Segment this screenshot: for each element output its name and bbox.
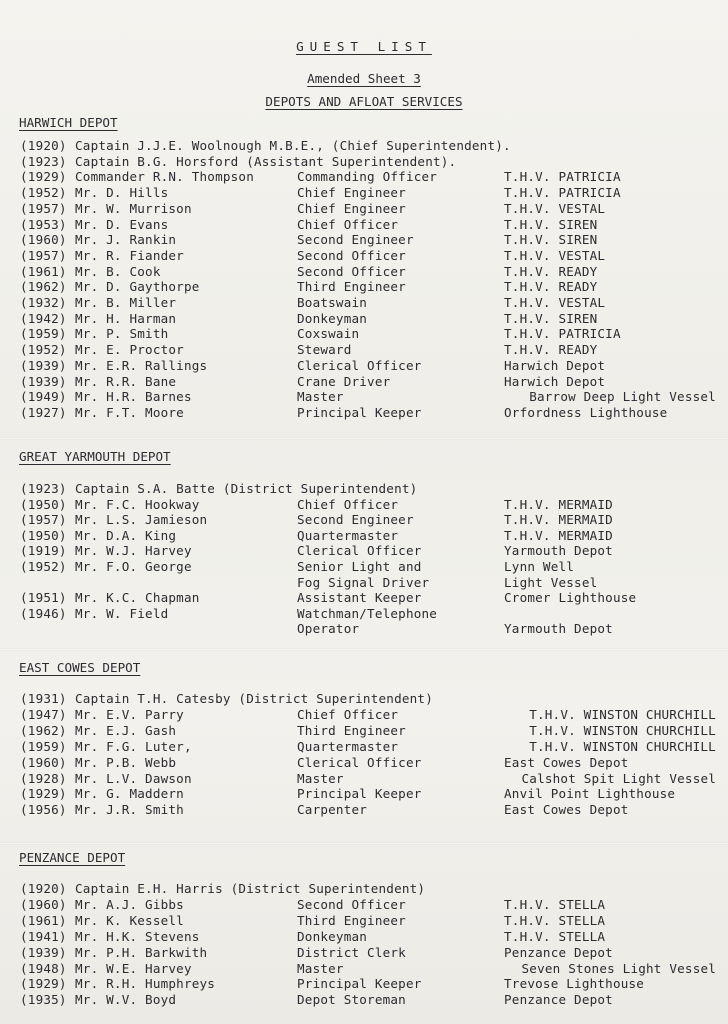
guest-year: (1957) <box>20 247 67 263</box>
guest-role: Second Officer <box>297 896 406 912</box>
guest-year: (1929) <box>20 976 67 992</box>
guest-row <box>0 755 728 770</box>
guest-name: Mr. L.S. Jamieson <box>75 512 208 528</box>
guest-row <box>0 739 728 754</box>
section-heading <box>19 850 125 865</box>
guest-name: Mr. R.H. Humphreys <box>75 976 216 992</box>
guest-location: Calshot Spit Light Vessel <box>521 770 717 786</box>
guest-row <box>0 606 728 621</box>
guest-year: (1952) <box>20 559 67 574</box>
guest-row <box>0 621 728 636</box>
guest-location: East Cowes Depot <box>504 802 629 818</box>
guest-row <box>0 154 728 169</box>
guest-row <box>0 512 728 527</box>
guest-name: Mr. A.J. Gibbs <box>75 896 184 912</box>
guest-location: T.H.V. PATRICIA <box>504 169 621 185</box>
guest-year: (1929) <box>20 786 67 802</box>
guest-row <box>0 575 728 590</box>
guest-role: Quartermaster <box>297 738 399 754</box>
guest-name: Mr. E.J. Gash <box>75 722 177 738</box>
guest-year: (1941) <box>20 928 67 944</box>
guest-name: Mr. D. Evans <box>75 216 169 232</box>
guest-row <box>0 913 728 928</box>
guest-year: (1939) <box>20 357 67 373</box>
guest-row <box>0 311 728 326</box>
guest-year: (1961) <box>20 263 67 279</box>
guest-row <box>0 707 728 722</box>
guest-row <box>0 279 728 294</box>
guest-role: Chief Engineer <box>297 200 406 216</box>
document-title: GUEST LIST <box>296 39 432 54</box>
guest-row <box>0 961 728 976</box>
guest-name: Mr. D. Hills <box>75 185 169 201</box>
guest-location: T.H.V. PATRICIA <box>504 326 621 342</box>
guest-year: (1928) <box>20 770 67 786</box>
guest-row <box>0 543 728 558</box>
guest-role: Chief Officer <box>297 706 399 722</box>
guest-name: Mr. F.G. Luter, <box>75 738 192 754</box>
guest-role: Third Engineer <box>297 279 406 295</box>
guest-year: (1939) <box>20 944 67 960</box>
guest-year: (1948) <box>20 960 67 976</box>
guest-year: (1949) <box>20 389 67 405</box>
guest-year: (1960) <box>20 232 67 248</box>
guest-year: (1960) <box>20 896 67 912</box>
guest-role: Donkeyman <box>297 310 368 326</box>
guest-role: Carpenter <box>297 802 368 818</box>
guest-year: (1950) <box>20 496 67 512</box>
guest-location: T.H.V. SIREN <box>504 310 598 326</box>
guest-year: (1946) <box>20 605 67 621</box>
guest-location: T.H.V. READY <box>504 263 598 279</box>
guest-year: (1962) <box>20 722 67 738</box>
guest-row <box>0 405 728 420</box>
guest-role: Steward <box>297 342 352 358</box>
guest-name: Mr. P.B. Webb <box>75 754 177 770</box>
guest-name: Mr. P.H. Barkwith <box>75 944 208 960</box>
guest-location: T.H.V. MERMAID <box>504 512 613 528</box>
guest-role: Operator <box>297 621 360 637</box>
guest-year: (1953) <box>20 216 67 232</box>
guest-role: Second Engineer <box>297 232 414 248</box>
guest-role: Assistant Keeper <box>297 590 422 606</box>
guest-location: Lynn Well <box>504 559 575 574</box>
guest-role: Principal Keeper <box>297 404 422 420</box>
guest-year: (1920) <box>20 138 67 153</box>
guest-role: Clerical Officer <box>297 357 422 373</box>
guest-role: Third Engineer <box>297 722 406 738</box>
guest-row <box>0 232 728 247</box>
guest-year: (1932) <box>20 295 67 310</box>
guest-role: Second Officer <box>297 247 406 263</box>
guest-location: Trevose Lighthouse <box>504 976 645 992</box>
guest-year: (1952) <box>20 185 67 201</box>
guest-year: (1951) <box>20 590 67 606</box>
guest-name: Captain S.A. Batte (District Superintendent) <box>75 481 418 496</box>
guest-row <box>0 248 728 263</box>
guest-location: T.H.V. STELLA <box>504 912 606 928</box>
guest-role: District Clerk <box>297 944 406 960</box>
guest-year: (1931) <box>20 691 67 706</box>
guest-location: T.H.V. MERMAID <box>504 527 613 543</box>
guest-name: Captain J.J.E. Woolnough M.B.E., (Chief Superintendent). <box>75 138 511 153</box>
guest-location: T.H.V. SIREN <box>504 216 598 232</box>
guest-row <box>0 559 728 574</box>
section-heading <box>19 115 118 130</box>
guest-row <box>0 217 728 232</box>
guest-location: Seven Stones Light Vessel <box>521 960 717 976</box>
guest-name: Mr. P. Smith <box>75 326 169 342</box>
guest-name: Mr. J.R. Smith <box>75 802 184 818</box>
guest-year: (1956) <box>20 802 67 818</box>
guest-row <box>0 201 728 216</box>
guest-name: Mr. K.C. Chapman <box>75 590 200 606</box>
guest-name: Captain B.G. Horsford (Assistant Superintendent). <box>75 153 457 169</box>
guest-year: (1919) <box>20 543 67 559</box>
guest-year: (1923) <box>20 481 67 496</box>
guest-year: (1929) <box>20 169 67 185</box>
guest-location: T.H.V. VESTAL <box>504 200 606 216</box>
guest-location: Harwich Depot <box>504 373 606 389</box>
guest-row <box>0 992 728 1007</box>
guest-row <box>0 389 728 404</box>
guest-role: Senior Light and <box>297 559 422 574</box>
guest-role: Principal Keeper <box>297 786 422 802</box>
guest-name: Mr. L.V. Dawson <box>75 770 192 786</box>
guest-row <box>0 771 728 786</box>
guest-row <box>0 897 728 912</box>
guest-year: (1959) <box>20 326 67 342</box>
guest-location: Penzance Depot <box>504 944 613 960</box>
guest-role: Master <box>297 770 344 786</box>
guest-location: Harwich Depot <box>504 357 606 373</box>
guest-name: Mr. H. Harman <box>75 310 177 326</box>
guest-role: Donkeyman <box>297 928 368 944</box>
guest-name: Mr. R.R. Bane <box>75 373 177 389</box>
section-heading-text: GREAT YARMOUTH DEPOT <box>19 449 171 464</box>
guest-location: Barrow Deep Light Vessel <box>529 389 716 405</box>
guest-role: Commanding Officer <box>297 169 438 185</box>
guest-row <box>0 138 728 153</box>
guest-role: Principal Keeper <box>297 976 422 992</box>
guest-location: Orfordness Lighthouse <box>504 404 668 420</box>
guest-name: Mr. E. Proctor <box>75 342 184 358</box>
guest-name: Mr. B. Miller <box>75 295 177 310</box>
guest-name: Captain T.H. Catesby (District Superintendent) <box>75 691 433 706</box>
guest-location: T.H.V. STELLA <box>504 896 606 912</box>
guest-year: (1942) <box>20 310 67 326</box>
guest-role: Master <box>297 389 344 405</box>
guest-row <box>0 881 728 896</box>
guest-name: Mr. F.T. Moore <box>75 404 184 420</box>
guest-year: (1923) <box>20 153 67 169</box>
guest-year: (1920) <box>20 881 67 896</box>
guest-year: (1957) <box>20 512 67 528</box>
fold-crease <box>0 842 728 845</box>
guest-location: T.H.V. STELLA <box>504 928 606 944</box>
guest-name: Mr. D.A. King <box>75 527 177 543</box>
guest-year: (1947) <box>20 706 67 722</box>
section-heading-text: EAST COWES DEPOT <box>19 660 141 675</box>
guest-location: Cromer Lighthouse <box>504 590 637 606</box>
guest-row <box>0 169 728 184</box>
document-heading: DEPOTS AND AFLOAT SERVICES <box>265 94 463 109</box>
guest-role: Chief Engineer <box>297 185 406 201</box>
guest-role: Third Engineer <box>297 912 406 928</box>
guest-location: T.H.V. MERMAID <box>504 496 613 512</box>
guest-year: (1962) <box>20 279 67 295</box>
guest-name: Mr. K. Kessell <box>75 912 184 928</box>
guest-row <box>0 786 728 801</box>
guest-location: Penzance Depot <box>504 992 613 1008</box>
guest-year: (1961) <box>20 912 67 928</box>
document-subtitle: Amended Sheet 3 <box>307 71 421 86</box>
guest-location: T.H.V. WINSTON CHURCHILL <box>529 706 716 722</box>
guest-row <box>0 374 728 389</box>
guest-location: T.H.V. VESTAL <box>504 247 606 263</box>
guest-location: Light Vessel <box>504 574 598 590</box>
guest-row <box>0 723 728 738</box>
guest-name: Mr. W.E. Harvey <box>75 960 192 976</box>
guest-role: Quartermaster <box>297 527 399 543</box>
fold-crease <box>0 648 728 651</box>
guest-name: Mr. E.R. Rallings <box>75 357 208 373</box>
guest-location: Anvil Point Lighthouse <box>504 786 676 802</box>
guest-row <box>0 945 728 960</box>
guest-role: Chief Officer <box>297 496 399 512</box>
guest-row <box>0 342 728 357</box>
guest-name: Mr. B. Cook <box>75 263 161 279</box>
guest-location: Yarmouth Depot <box>504 621 613 637</box>
guest-row <box>0 497 728 512</box>
guest-location: T.H.V. WINSTON CHURCHILL <box>529 738 716 754</box>
guest-name: Commander R.N. Thompson <box>75 169 254 185</box>
guest-name: Mr. W.J. Harvey <box>75 543 192 559</box>
guest-location: T.H.V. READY <box>504 342 598 358</box>
section-heading <box>19 660 140 675</box>
guest-name: Mr. G. Maddern <box>75 786 184 802</box>
guest-role: Depot Storeman <box>297 992 406 1008</box>
guest-role: Second Officer <box>297 263 406 279</box>
guest-name: Mr. F.O. George <box>75 559 192 574</box>
guest-year: (1952) <box>20 342 67 358</box>
section-heading-text: HARWICH DEPOT <box>19 115 118 130</box>
guest-year: (1957) <box>20 200 67 216</box>
guest-role: Master <box>297 960 344 976</box>
guest-name: Mr. W. Murrison <box>75 200 192 216</box>
guest-year: (1927) <box>20 404 67 420</box>
guest-year: (1960) <box>20 754 67 770</box>
guest-location: East Cowes Depot <box>504 754 629 770</box>
guest-row <box>0 358 728 373</box>
guest-row <box>0 481 728 496</box>
guest-role: Watchman/Telephone <box>297 605 438 621</box>
guest-role: Crane Driver <box>297 373 391 389</box>
guest-name: Mr. H.R. Barnes <box>75 389 192 405</box>
guest-row <box>0 295 728 310</box>
guest-year: (1939) <box>20 373 67 389</box>
guest-role: Clerical Officer <box>297 543 422 559</box>
guest-role: Chief Officer <box>297 216 399 232</box>
guest-role: Clerical Officer <box>297 754 422 770</box>
guest-row <box>0 264 728 279</box>
guest-role: Coxswain <box>297 326 360 342</box>
guest-name: Mr. J. Rankin <box>75 232 177 248</box>
guest-name: Captain E.H. Harris (District Superintendent) <box>75 881 426 896</box>
section-heading <box>19 449 171 464</box>
guest-location: T.H.V. PATRICIA <box>504 185 621 201</box>
guest-role: Boatswain <box>297 295 368 310</box>
guest-name: Mr. R. Fiander <box>75 247 184 263</box>
fold-crease <box>0 437 728 440</box>
guest-name: Mr. W. Field <box>75 605 169 621</box>
guest-row <box>0 802 728 817</box>
guest-location: T.H.V. READY <box>504 279 598 295</box>
guest-row <box>0 185 728 200</box>
guest-location: T.H.V. SIREN <box>504 232 598 248</box>
guest-row <box>0 528 728 543</box>
guest-role: Fog Signal Driver <box>297 574 430 590</box>
guest-year: (1950) <box>20 527 67 543</box>
guest-row <box>0 326 728 341</box>
guest-location: Yarmouth Depot <box>504 543 613 559</box>
guest-row <box>0 976 728 991</box>
guest-name: Mr. E.V. Parry <box>75 706 184 722</box>
guest-year: (1959) <box>20 738 67 754</box>
section-heading-text: PENZANCE DEPOT <box>19 850 126 865</box>
guest-name: Mr. W.V. Boyd <box>75 992 177 1008</box>
guest-row <box>0 929 728 944</box>
guest-row <box>0 691 728 706</box>
guest-row <box>0 590 728 605</box>
guest-name: Mr. D. Gaythorpe <box>75 279 200 295</box>
guest-year: (1935) <box>20 992 67 1008</box>
guest-location: T.H.V. VESTAL <box>504 295 606 310</box>
guest-name: Mr. F.C. Hookway <box>75 496 200 512</box>
guest-name: Mr. H.K. Stevens <box>75 928 200 944</box>
guest-location: T.H.V. WINSTON CHURCHILL <box>529 722 716 738</box>
guest-role: Second Engineer <box>297 512 414 528</box>
